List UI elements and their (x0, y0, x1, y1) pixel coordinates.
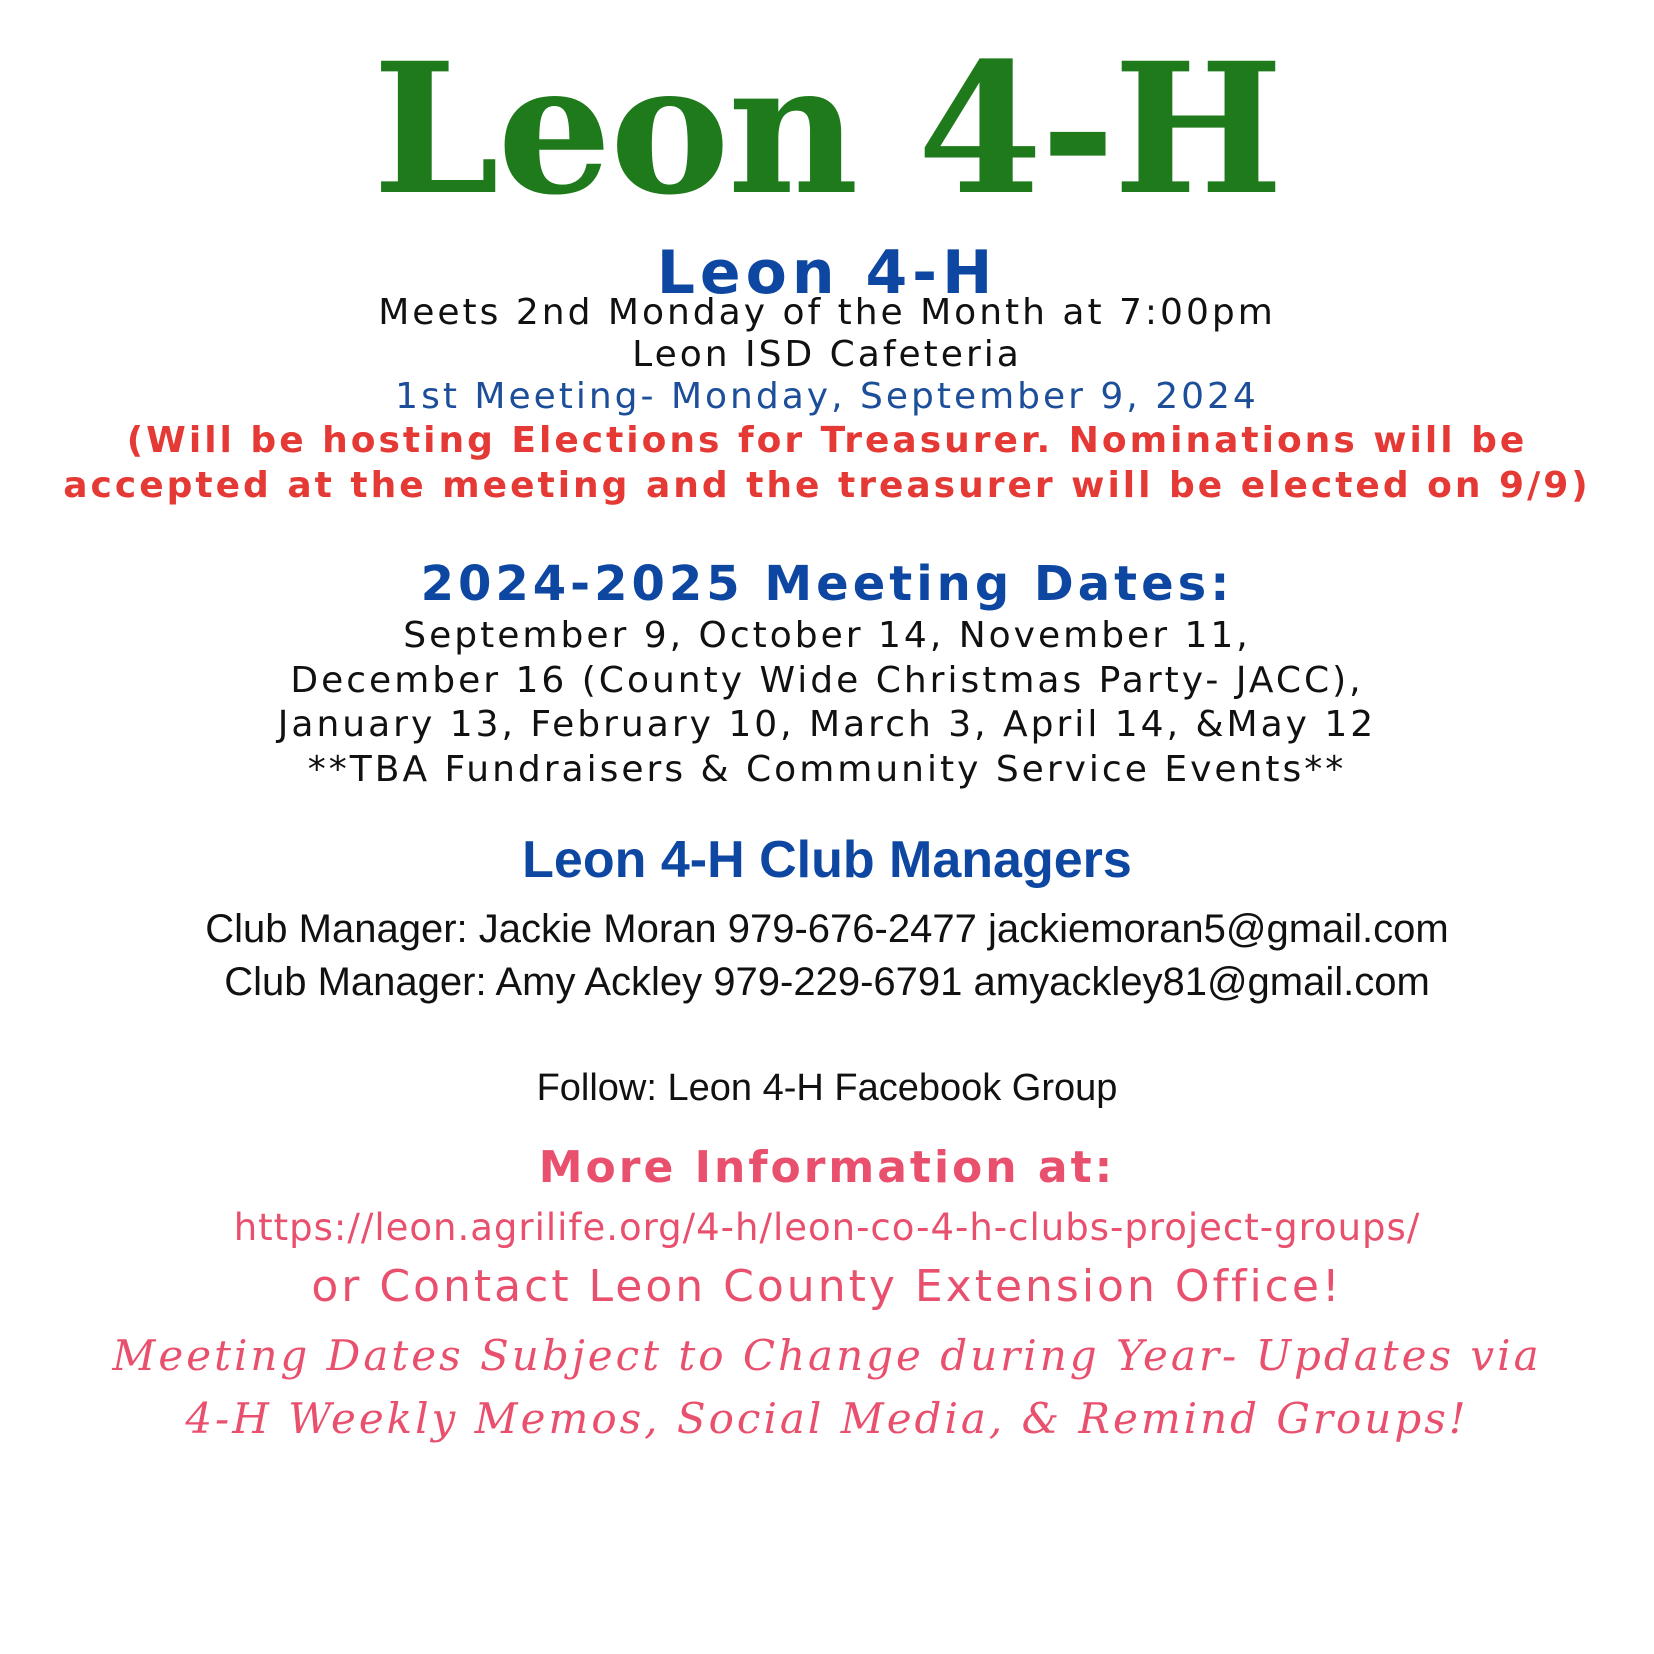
follow-facebook: Follow: Leon 4-H Facebook Group (536, 1067, 1118, 1109)
more-info-heading: More Information at: (538, 1142, 1116, 1193)
meeting-dates-line-4: **TBA Fundraisers & Community Service Events** (307, 749, 1347, 790)
meeting-dates-line-3: January 13, February 10, March 3, April 14, &May 12 (277, 704, 1377, 745)
dates-notice-line-1: Meeting Dates Subject to Change during Year- Updates via (112, 1331, 1542, 1380)
club-manager-amy: Club Manager: Amy Ackley 979-229-6791 amyackley81@gmail.com (224, 960, 1430, 1004)
meeting-dates-line-2: December 16 (County Wide Christmas Party- JACC), (290, 660, 1364, 701)
subtitle: Leon 4-H (656, 238, 998, 308)
club-managers-heading: Leon 4-H Club Managers (522, 831, 1132, 889)
first-meeting: 1st Meeting- Monday, September 9, 2024 (395, 376, 1259, 417)
meeting-dates-heading: 2024-2025 Meeting Dates: (420, 556, 1234, 612)
meeting-location: Leon ISD Cafeteria (632, 334, 1022, 375)
main-title: Leon 4-H (372, 24, 1282, 235)
more-info-url[interactable]: https://leon.agrilife.org/4-h/leon-co-4-h-clubs-project-groups/ (233, 1206, 1421, 1249)
meeting-dates-line-1: September 9, October 14, November 11, (403, 615, 1251, 656)
meeting-schedule: Meets 2nd Monday of the Month at 7:00pm (378, 292, 1276, 333)
club-manager-jackie: Club Manager: Jackie Moran 979-676-2477 jackiemoran5@gmail.com (205, 907, 1449, 951)
elections-notice-line-2: accepted at the meeting and the treasurer will be elected on 9/9) (63, 465, 1591, 506)
dates-notice-line-2: 4-H Weekly Memos, Social Media, & Remind Groups! (185, 1394, 1469, 1443)
contact-extension-office: or Contact Leon County Extension Office! (311, 1261, 1343, 1312)
elections-notice-line-1: (Will be hosting Elections for Treasurer. Nominations will be (126, 420, 1528, 461)
